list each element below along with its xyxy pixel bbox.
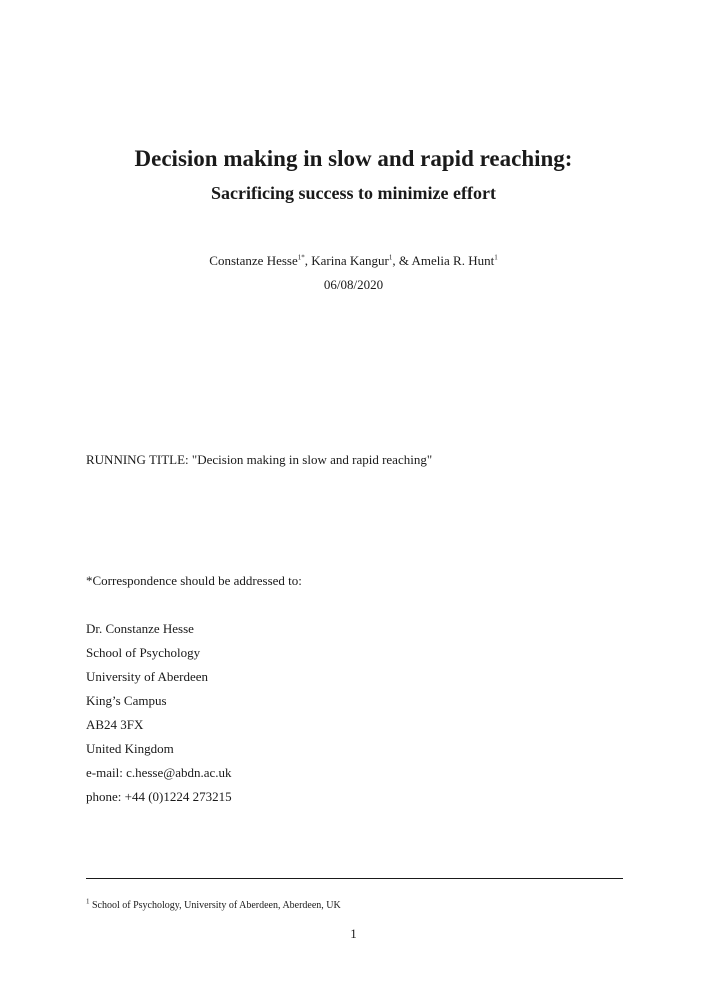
address-phone: phone: +44 (0)1224 273215: [86, 789, 232, 804]
address-line: University of Aberdeen: [86, 669, 209, 684]
correspondence-intro: *Correspondence should be addressed to:: [86, 573, 302, 588]
author-separator: , &: [392, 253, 412, 268]
footnote-text: School of Psychology, University of Aberdeen, Aberdeen, UK: [89, 900, 341, 911]
author-list: [0, 252, 707, 270]
affiliation-mark: 1: [494, 253, 498, 262]
footnote-mark: 1: [86, 897, 90, 906]
footnote: [86, 899, 341, 913]
running-title: RUNNING TITLE: "Decision making in slow and rapid reaching": [86, 452, 433, 467]
address-line: Dr. Constanze Hesse: [86, 621, 194, 636]
affiliation-mark: 1*: [297, 253, 305, 262]
address-email: e-mail: c.hesse@abdn.ac.uk: [86, 765, 232, 780]
address-line: King’s Campus: [86, 693, 167, 708]
footnote-divider: [86, 878, 623, 879]
address-line: United Kingdom: [86, 741, 174, 756]
paper-date: 06/08/2020: [323, 277, 384, 292]
affiliation-mark: 1: [388, 253, 393, 262]
page-number: 1: [350, 926, 357, 941]
author-name: Constanze Hesse: [209, 253, 298, 268]
author-name: Karina Kangur: [311, 253, 389, 268]
correspondence-address: [86, 620, 232, 812]
author-separator: ,: [304, 253, 312, 268]
address-line: AB24 3FX: [86, 717, 144, 732]
author-name: Amelia R. Hunt: [411, 253, 495, 268]
address-line: School of Psychology: [86, 645, 201, 660]
paper-subtitle: Sacrificing success to minimize effort: [211, 183, 496, 203]
paper-title: Decision making in slow and rapid reaching:: [134, 146, 573, 171]
